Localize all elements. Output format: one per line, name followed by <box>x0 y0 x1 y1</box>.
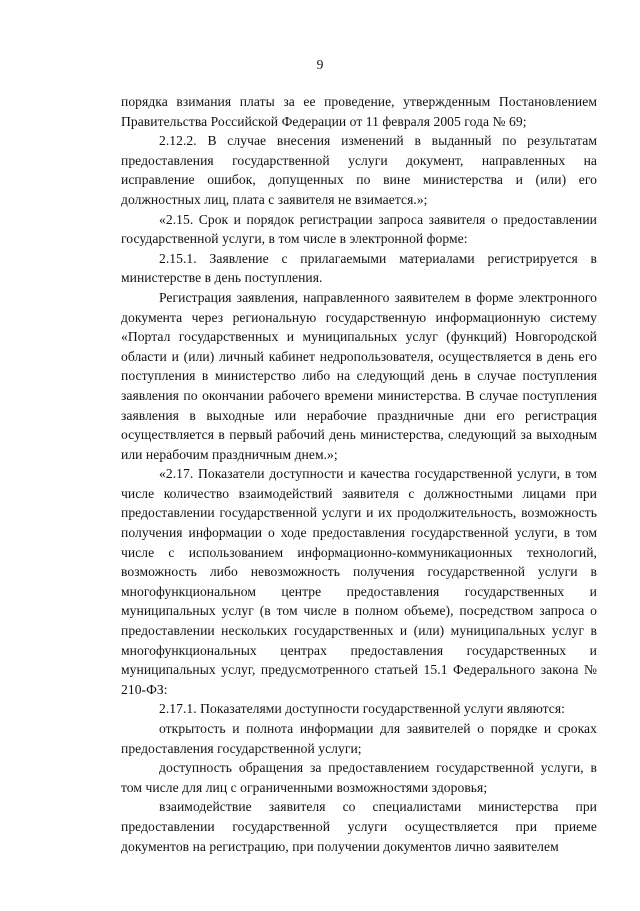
paragraph-registration: Регистрация заявления, направленного заявителем в форме электронного документа через региональную государственную информационную систему «Портал государственных и муниципальных услуг (функций) Новгородской области и (или) личный кабинет недропользователя, осуществляется в день его поступления в министерство либо на следующий день в случае поступления заявления по окончании рабочего времени министерства. В случае поступления заявления в выходные или нерабочие праздничные дни его регистрация осуществляется в первый рабочий день министерства, следующий за выходным или нерабочим праздничным днем.»; <box>121 289 597 462</box>
paragraph-accessibility: доступность обращения за предоставлением государственной услуги, в том числе для лиц с ограниченными возможностями здоровья; <box>121 760 597 795</box>
paragraph-continued: порядка взимания платы за ее проведение, утвержденным Постановлением Правительства Российской Федерации от 11 февраля 2005 года № 69; <box>121 94 597 129</box>
paragraph-2-17: «2.17. Показатели доступности и качества государственной услуги, в том числе количество взаимодействий заявителя с должностными лицами при предоставлении государственной услуги и их продолжительность, возможность получения информации о ходе предоставления государственной услуги, в том числе с использованием информационно-коммуникационных технологий, возможность либо невозможность получения государственной услуги в многофункциональном центре предоставления государственных и муниципальных услуг (в том числе в полном объеме), посредством запроса о предоставлении нескольких государственных и (или) муниципальных услуг в многофункциональных центрах предоставления государственных и муниципальных услуг, предусмотренного статьей 15.1 Федерального закона № 210-ФЗ: <box>121 466 597 697</box>
page-number: 9 <box>316 57 324 72</box>
paragraph-2-15-1: 2.15.1. Заявление с прилагаемыми материалами регистрируется в министерстве в день поступления. <box>121 250 597 286</box>
paragraph-2-17-1: 2.17.1. Показателями доступности государственной услуги являются: <box>159 701 566 717</box>
paragraph-2-12-2: 2.12.2. В случае внесения изменений в выданный по результатам предоставления государственной услуги документ, направленных на исправление ошибок, допущенных по вине министерства и (или) его должностных лиц, плата с заявителя не взимается.»; <box>121 133 597 207</box>
paragraph-interaction: взаимодействие заявителя со специалистами министерства при предоставлении государственной услуги осуществляется при приеме документов на регистрацию, при получении документов лично заявителем <box>121 799 597 854</box>
paragraph-2-15: «2.15. Срок и порядок регистрации запроса заявителя о предоставлении государственной услуги, в том числе в электронной форме: <box>121 211 597 247</box>
paragraph-openness: открытость и полнота информации для заявителей о порядке и сроках предоставления государственной услуги; <box>121 721 597 756</box>
document-body <box>121 92 597 856</box>
